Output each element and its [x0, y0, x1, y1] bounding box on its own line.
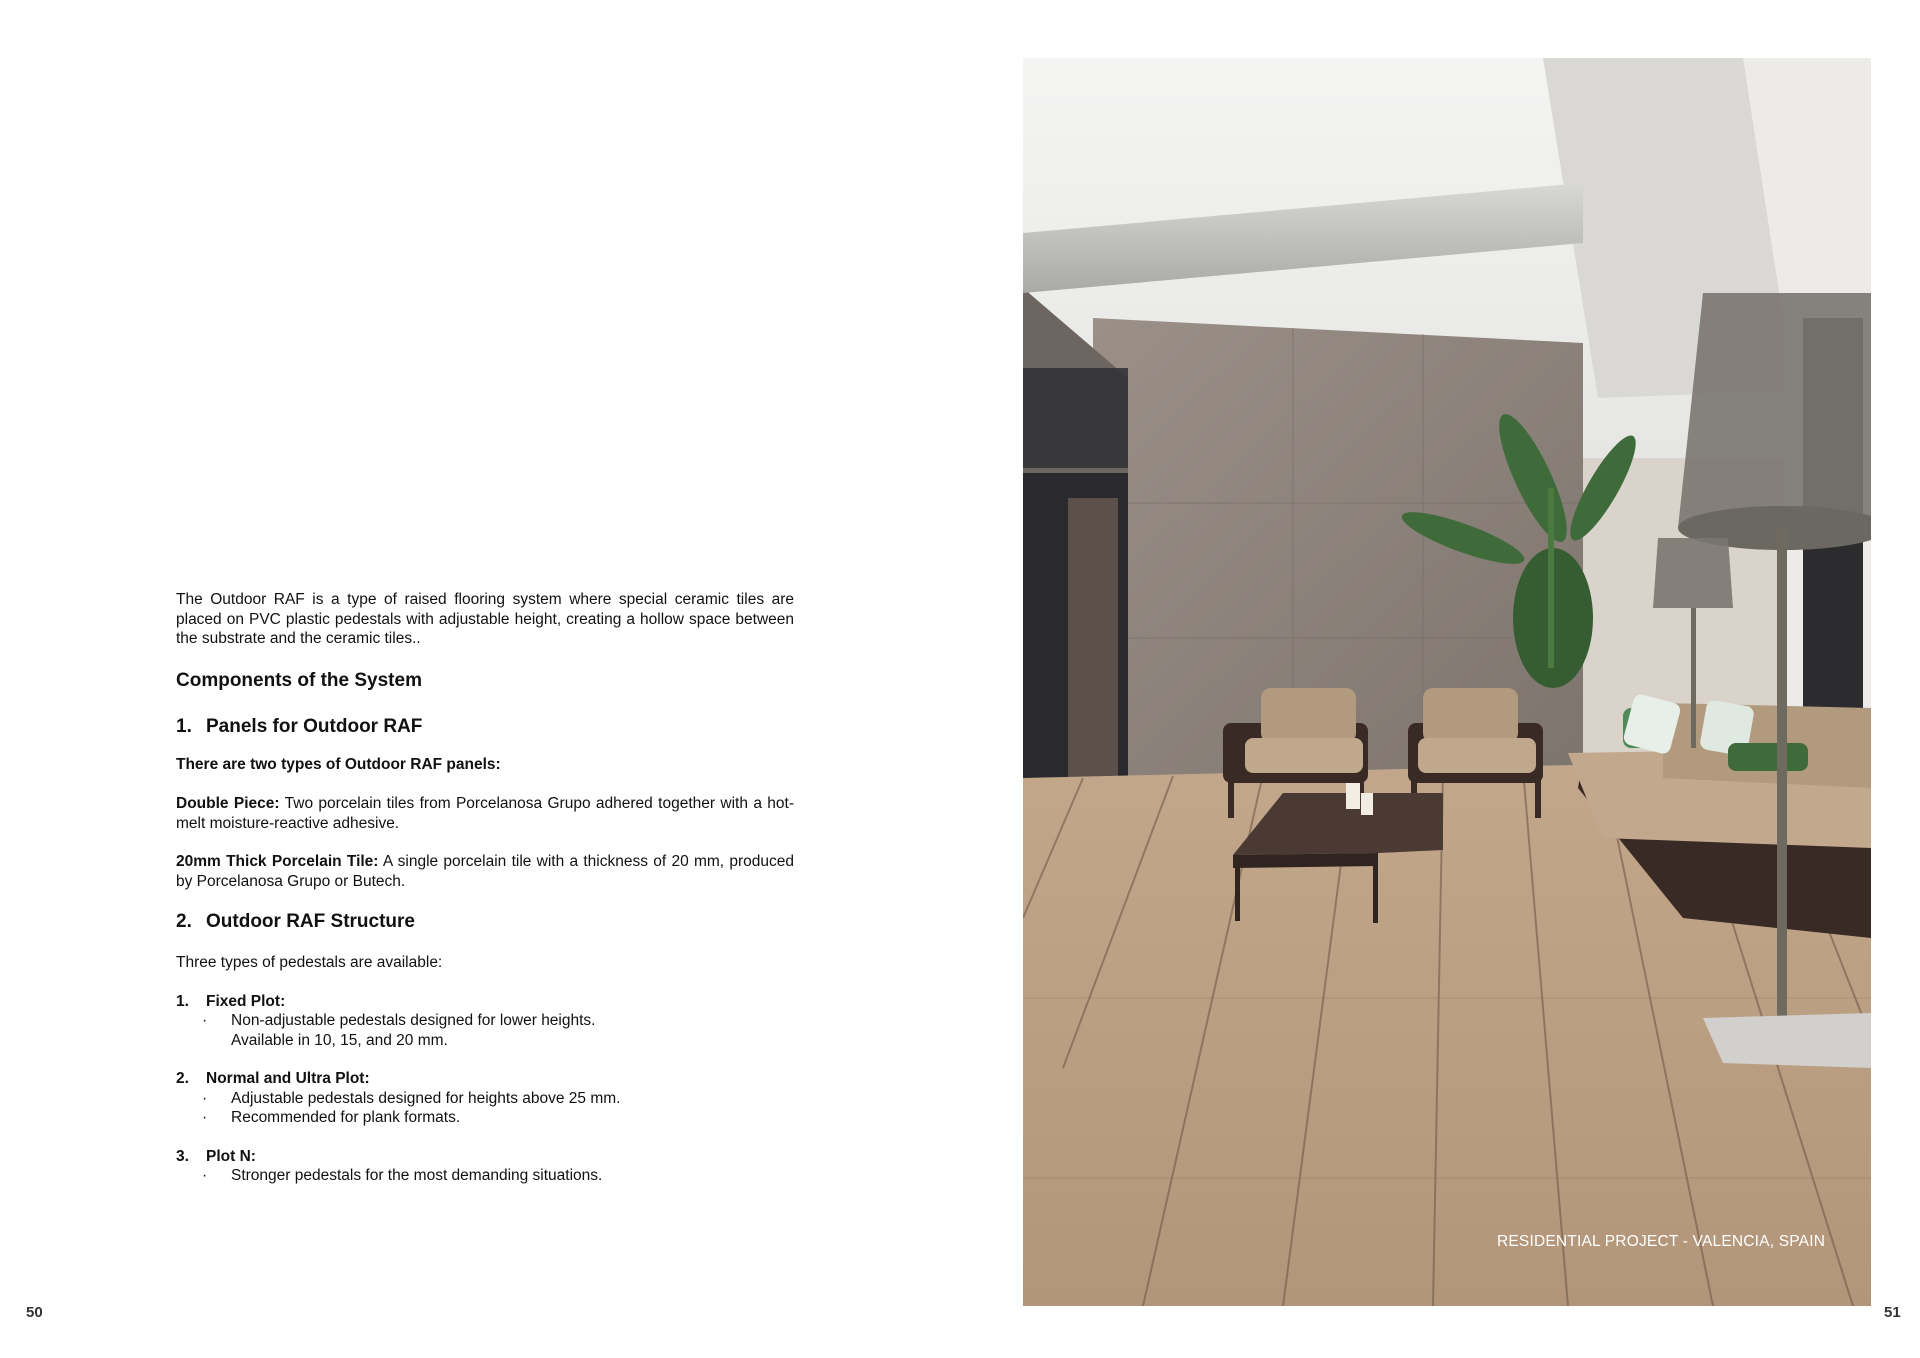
door-panel: [1068, 498, 1118, 778]
bullet-text: Stronger pedestals for the most demanding situations.: [231, 1167, 603, 1184]
bullet-item: [176, 1011, 794, 1031]
section-1-heading: [176, 715, 794, 739]
bullet-dot: ·: [202, 1089, 208, 1107]
bullet-item: [176, 1089, 794, 1109]
thick-tile-text: A single porcelain tile with a thickness of 20 mm, produced by Porcelanosa Grupo or Butech.: [176, 853, 795, 890]
upper-window: [1023, 368, 1128, 468]
plot-number: 2.: [176, 1070, 189, 1087]
plot-item: [176, 1069, 794, 1128]
bullet-text: Recommended for plank formats.: [231, 1109, 461, 1126]
plot-title: Fixed Plot:: [206, 992, 286, 1010]
bullet-continuation: Available in 10, 15, and 20 mm.: [231, 1031, 448, 1049]
double-piece-paragraph: [176, 794, 794, 833]
section-2-title: Outdoor RAF Structure: [206, 911, 415, 932]
candle: [1346, 783, 1360, 809]
plot-item: [176, 992, 794, 1051]
section-2-number: 2.: [176, 911, 192, 932]
plot-number: 3.: [176, 1147, 189, 1165]
thick-tile-label: 20mm Thick Porcelain Tile:: [176, 853, 379, 870]
double-piece-text: Two porcelain tiles from Porcelanosa Grupo adhered together with a hot-melt moisture-reactive adhesive.: [176, 795, 795, 832]
section-1-title: Panels for Outdoor RAF: [206, 715, 423, 737]
page-number-right: 51: [1884, 1304, 1901, 1321]
plot-heading: [176, 1069, 794, 1089]
plot-item: [176, 1147, 794, 1186]
bullet-dot: ·: [202, 1109, 208, 1126]
section-2-heading: [176, 910, 794, 934]
bullet-dot: ·: [202, 1012, 208, 1029]
plot-title: Normal and Ultra Plot:: [206, 1070, 370, 1087]
candle: [1361, 793, 1373, 815]
plot-number: 1.: [176, 992, 189, 1010]
plot-heading: [176, 1147, 794, 1167]
thick-tile-paragraph: [176, 852, 794, 891]
plot-heading: [176, 992, 794, 1012]
text-column: [176, 590, 794, 1186]
bullet-dot: ·: [202, 1167, 208, 1184]
section-1-number: 1.: [176, 715, 192, 737]
bullet-item: [176, 1166, 794, 1186]
plot-title: Plot N:: [206, 1147, 256, 1165]
section-2-subtitle: Three types of pedestals are available:: [176, 954, 443, 971]
patio-photo: [1023, 58, 1871, 1306]
bullet-text: Non-adjustable pedestals designed for lower heights.: [231, 1012, 596, 1029]
double-piece-label: Double Piece:: [176, 795, 280, 812]
bullet-item: [176, 1108, 794, 1128]
patio-illustration: [1023, 58, 1871, 1306]
bullet-text: Adjustable pedestals designed for heights above 25 mm.: [231, 1089, 621, 1107]
plot-list: [176, 992, 794, 1186]
components-heading: Components of the System: [176, 669, 422, 691]
section-1-subtitle: There are two types of Outdoor RAF panels:: [176, 755, 501, 773]
intro-paragraph: The Outdoor RAF is a type of raised flooring system where special ceramic tiles are placed on PVC plastic pedestals with adjustable height, creating a hollow space between the substrate and the ceramic tiles..: [176, 591, 794, 647]
photo-caption: RESIDENTIAL PROJECT - VALENCIA, SPAIN: [1497, 1233, 1826, 1250]
page-number-left: 50: [26, 1304, 43, 1321]
